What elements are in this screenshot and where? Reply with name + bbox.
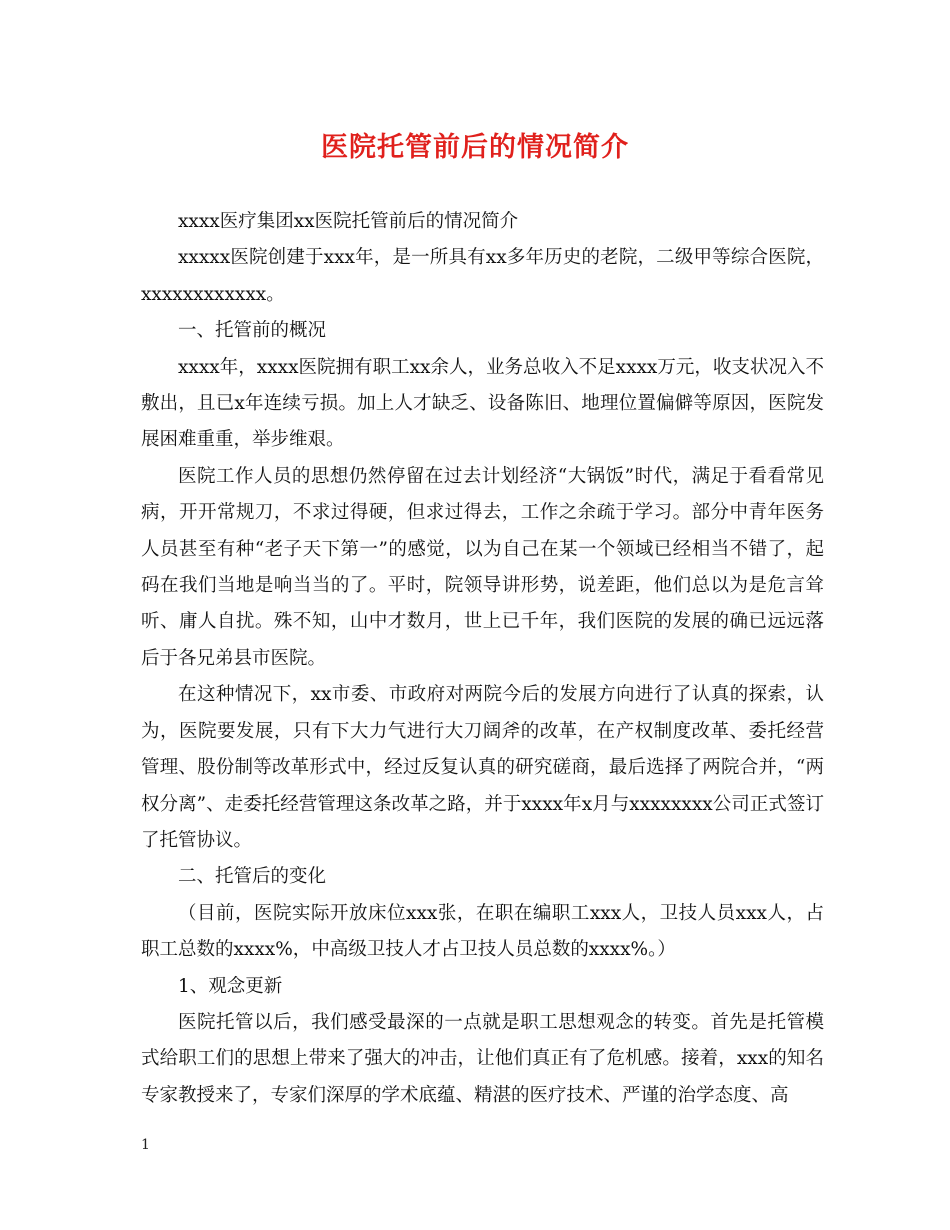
subsection-heading-concept: 1、观念更新 — [178, 975, 283, 997]
paragraph-before-overview: xxxx年，xxxx医院拥有职工xx余人，业务总收入不足xxxx万元，收支状况入不敷出，且已x年连续亏损。加上人才缺乏、设备陈旧、地理位置偏僻等原因，医院发展困难重重，举步维艰。 — [141, 356, 824, 451]
page-number: 1 — [141, 1137, 150, 1153]
paragraph-concept-change: 医院托管以后，我们感受最深的一点就是职工思想观念的转变。首先是托管模式给职工们的思想上带来了强大的冲击，让他们真正有了危机感。接着，xxx的知名专家教授来了，专家们深厚的学术底蕴、精湛的医疗技术、严谨的治学态度、高 — [141, 1011, 824, 1106]
paragraph-subtitle: xxxx医疗集团xx医院托管前后的情况简介 — [178, 211, 519, 232]
paragraph-reform-decision: 在这种情况下，xx市委、市政府对两院今后的发展方向进行了认真的探索，认为，医院要发展，只有下大力气进行大刀阔斧的改革，在产权制度改革、委托经营管理、股份制等改革形式中，经过反复认真的研究磋商，最后选择了两院合并，“两权分离”、走委托经营管理这条改革之路，并于xxxx年x月与xxxxxxxx公司正式签订了托管协议。 — [141, 684, 824, 851]
paragraph-current-status: （目前，医院实际开放床位xxx张，在职在编职工xxx人，卫技人员xxx人，占职工总数的xxxx%，中高级卫技人才占卫技人员总数的xxxx%。） — [141, 902, 824, 961]
document-title: 医院托管前后的情况简介 — [321, 132, 629, 163]
document-body — [141, 204, 824, 1114]
paragraph-staff-mindset: 医院工作人员的思想仍然停留在过去计划经济“大锅饭”时代，满足于看看常见病，开开常规刀，不求过得硬，但求过得去，工作之余疏于学习。部分中青年医务人员甚至有种“老子天下第一”的感觉，以为自己在某一个领域已经相当不错了，起码在我们当地是响当当的了。平时，院领导讲形势，说差距，他们总以为是危言耸听、庸人自扰。殊不知，山中才数月，世上已千年，我们医院的发展的确已远远落后于各兄弟县市医院。 — [141, 465, 824, 669]
section-heading-after: 二、托管后的变化 — [178, 866, 327, 888]
section-heading-before: 一、托管前的概况 — [178, 320, 327, 342]
paragraph-intro: xxxxx医院创建于xxx年，是一所具有xx多年历史的老院，二级甲等综合医院，xxxxxxxxxxxx。 — [141, 247, 824, 305]
